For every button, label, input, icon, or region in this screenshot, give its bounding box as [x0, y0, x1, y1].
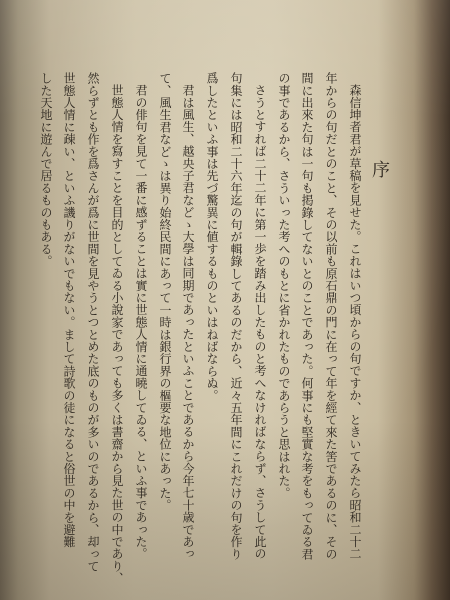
text-column: て、風生君などゝは異り始終民間にあって一時は銀行界の樞要な地位にあった。 [158, 72, 172, 512]
text-column: 君は風生、越央子君などゝ大學は同期であったといふことであるから今年七十歳であっ [181, 84, 195, 560]
text-column: 爲したといふ事は先づ驚異に値するものといはねばならぬ。 [205, 72, 219, 402]
text-column: 世態人情を寫すことを目的としてゐる小說家であっても多くは書齋から見た世の中であり、 [110, 84, 124, 585]
text-column: した天地に遊んで居るものもある。 [39, 72, 53, 268]
preface-title: 序 [369, 160, 390, 178]
text-column: 年からの句だとのこと、その以前も原石鼎の門に在って年を經て來た筈であるのに、その [324, 72, 338, 560]
text-column: 間に出來た句は一句も掲錄してないとのことであった。何事にも堅實な考をもってゐる君 [300, 72, 314, 560]
text-column: 句集には昭和二十六年迄の句が輯錄してあるのだから、近々五年間にこれだけの句を作り [229, 72, 243, 560]
text-column: 世態人情に疎い、といふ譏りがないでもない。まして詩歌の徒になると俗世の中を避難 [62, 72, 76, 548]
text-column: 君の俳句を見て一番に感ずることは實に世態人情に通曉してゐる、といふ事であった。 [134, 84, 148, 560]
text-column: 然らずとも作を爲さんが爲に世間を見やうとつとめた底のものが多いのであるから、却って [86, 72, 100, 573]
text-column: 森信坤者君が草稿を見せた。これはいつ頃からの句ですか、ときいてみたら昭和二十二 [348, 84, 362, 560]
text-column: さうとすれば二十二年に第一歩を踏み出したものと考へなければならず、さうして此の [253, 84, 267, 560]
text-column: の事であるから、さういった考へのもとに省かれたものであらうと思はれた。 [277, 72, 291, 499]
